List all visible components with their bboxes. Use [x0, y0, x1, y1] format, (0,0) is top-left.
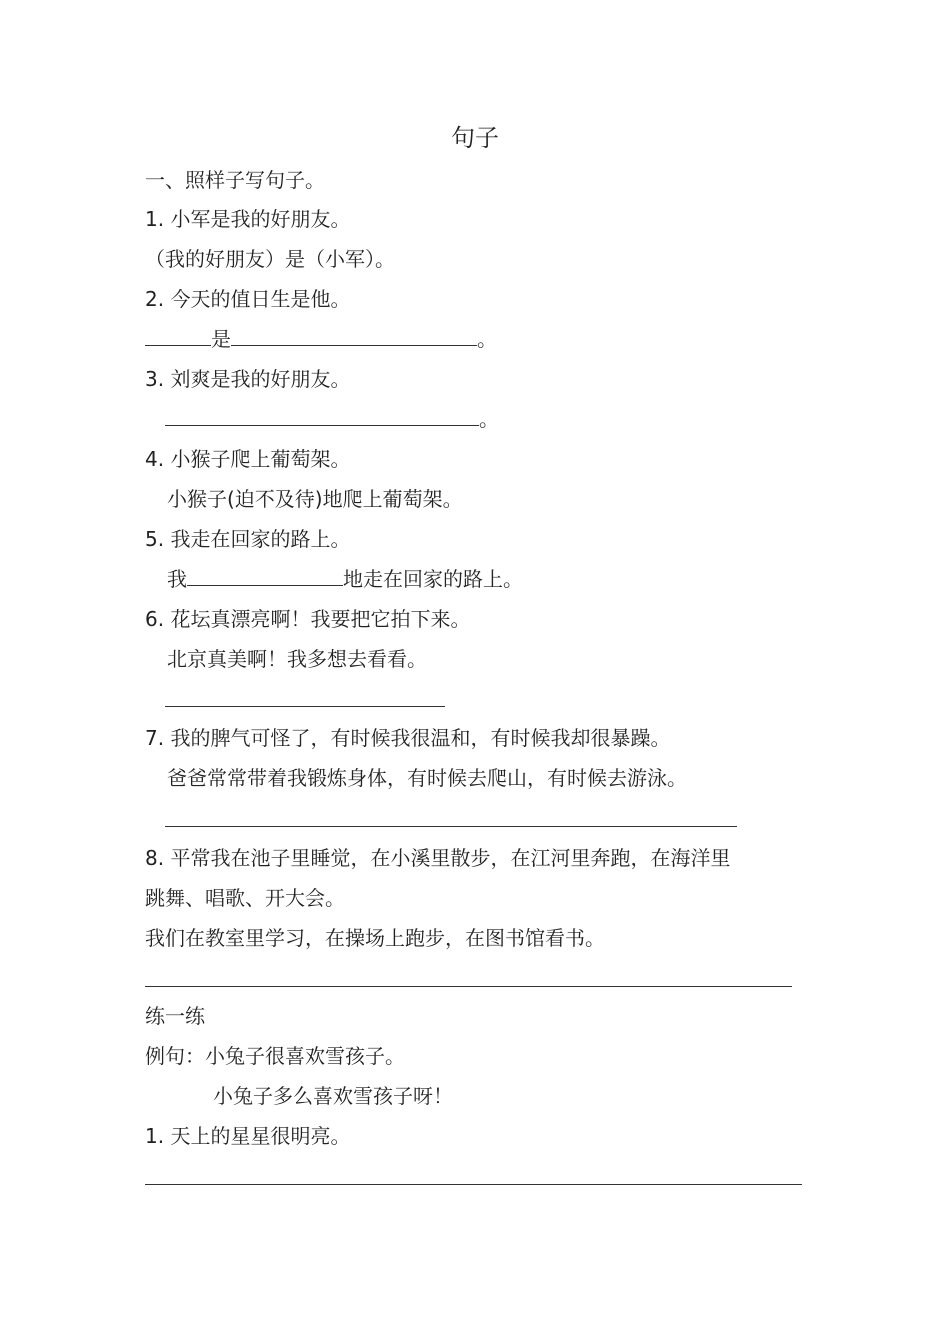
- q8-answer-blank[interactable]: [145, 986, 792, 987]
- q2-prompt: 2. 今天的值日生是他。: [145, 287, 351, 311]
- q4-example: 小猴子(迫不及待)地爬上葡萄架。: [167, 487, 463, 511]
- q2-end-text: 。: [477, 327, 497, 351]
- page-title: 句子: [451, 124, 499, 152]
- q3-end-text: 。: [479, 407, 499, 431]
- q6-answer-blank[interactable]: [165, 706, 445, 707]
- q6-prompt: 6. 花坛真漂亮啊！我要把它拍下来。: [145, 607, 471, 631]
- example-sentence-rewritten: 小兔子多么喜欢雪孩子呀！: [213, 1084, 453, 1108]
- section1-heading: 一、照样子写句子。: [145, 168, 325, 192]
- q2-answer-line: [145, 325, 497, 353]
- q3-answer-line: [165, 405, 499, 433]
- q5-end-text: 地走在回家的路上。: [343, 567, 523, 591]
- q7-prompt: 7. 我的脾气可怪了，有时候我很温和，有时候我却很暴躁。: [145, 726, 671, 750]
- q3-prompt: 3. 刘爽是我的好朋友。: [145, 367, 351, 391]
- q5-blank[interactable]: [187, 565, 343, 586]
- q2-blank-subject[interactable]: [145, 325, 211, 346]
- q1-prompt: 1. 小军是我的好朋友。: [145, 207, 351, 231]
- example-sentence-original: 小兔子很喜欢雪孩子。: [205, 1044, 405, 1068]
- q7-answer-blank[interactable]: [165, 826, 737, 827]
- q5-start-text: 我: [167, 567, 187, 591]
- q8-example: 我们在教室里学习，在操场上跑步，在图书馆看书。: [145, 926, 605, 950]
- q1-example: （我的好朋友）是（小军）。: [145, 247, 395, 271]
- example-label: 例句：: [145, 1044, 205, 1068]
- section2-example-line1: [145, 1042, 405, 1070]
- q8-prompt-line1: 8. 平常我在池子里睡觉，在小溪里散步，在江河里奔跑，在海洋里: [145, 846, 731, 870]
- q6-example: 北京真美啊！我多想去看看。: [167, 647, 427, 671]
- s2-q1-prompt: 1. 天上的星星很明亮。: [145, 1124, 351, 1148]
- q7-example: 爸爸常常带着我锻炼身体，有时候去爬山，有时候去游泳。: [167, 766, 687, 790]
- q4-prompt: 4. 小猴子爬上葡萄架。: [145, 447, 351, 471]
- section2-heading: 练一练: [145, 1004, 205, 1028]
- q2-blank-object[interactable]: [231, 325, 477, 346]
- s2-q1-answer-blank[interactable]: [145, 1184, 802, 1185]
- q5-answer-line: [167, 565, 523, 593]
- q5-prompt: 5. 我走在回家的路上。: [145, 527, 351, 551]
- q2-mid-text: 是: [211, 327, 231, 351]
- q8-prompt-line2: 跳舞、唱歌、开大会。: [145, 886, 345, 910]
- q3-blank[interactable]: [165, 405, 479, 426]
